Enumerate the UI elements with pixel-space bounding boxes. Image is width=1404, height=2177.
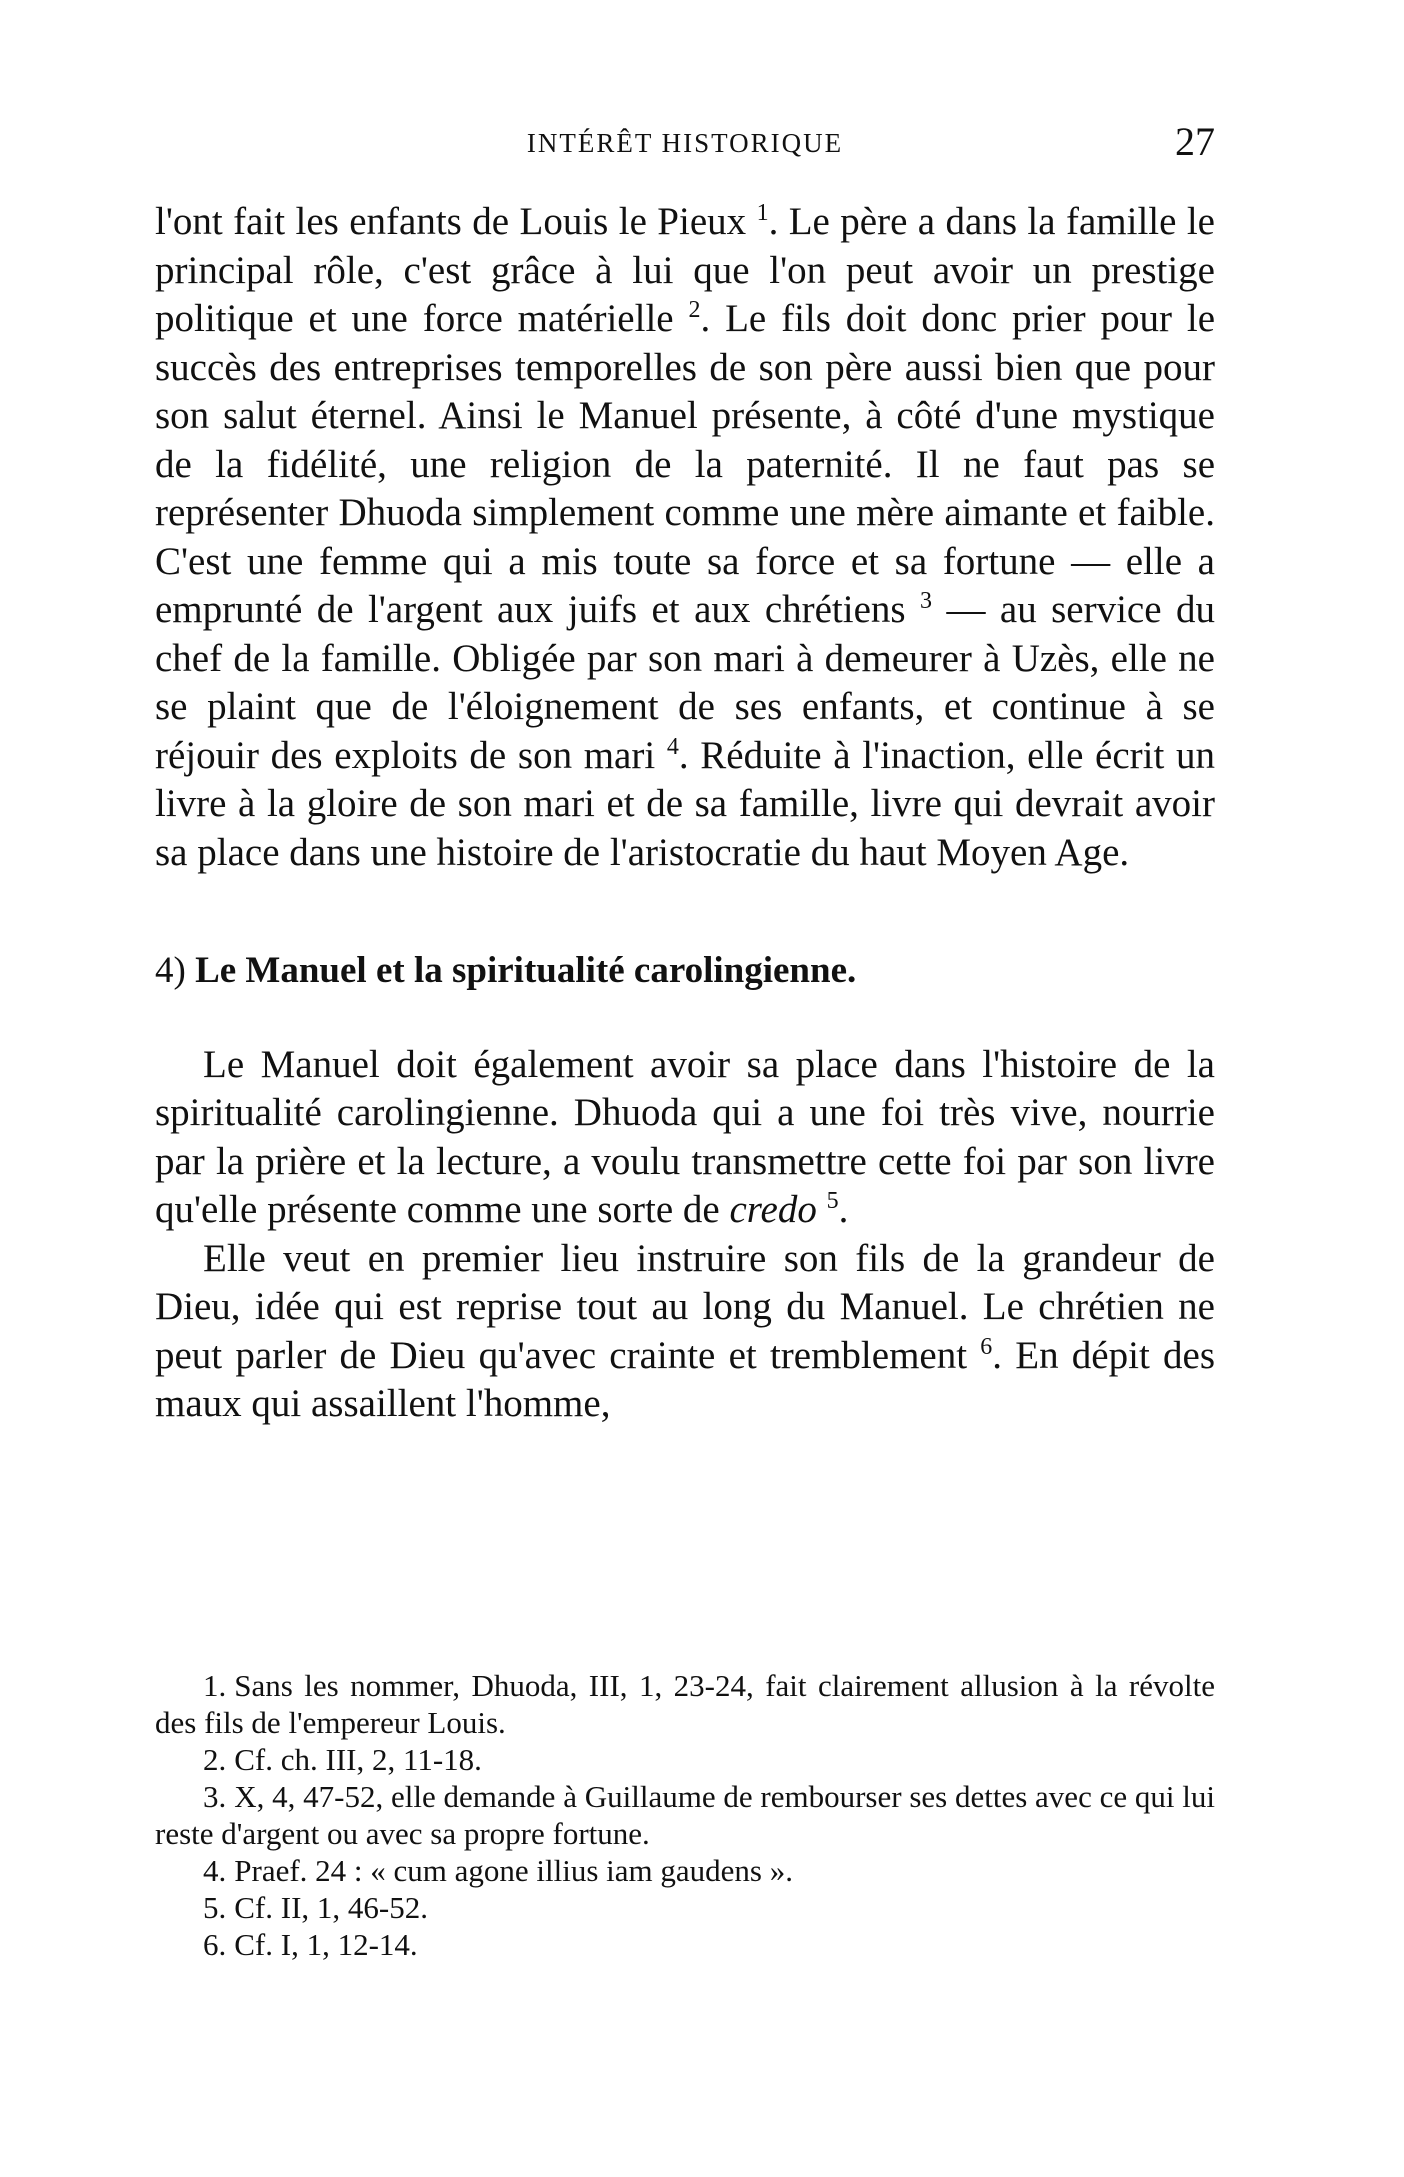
credo-italic: credo — [729, 1188, 817, 1231]
footnote-ref-4: 4 — [666, 733, 679, 760]
footnote-number: 4. — [203, 1853, 227, 1888]
paragraph-3 — [155, 1235, 1215, 1429]
footnote-number: 2. — [203, 1742, 227, 1777]
footnote-number: 6. — [203, 1927, 227, 1962]
footnote-ref-3: 3 — [920, 588, 933, 614]
footnote-text: Cf. ch. III, 2, 11-18. — [234, 1742, 482, 1777]
paragraph-1-text-5: . Réduite à l'inaction, elle écrit un livre à la gloire de son mari et de sa famille, livre qui devrait avoir sa place dans une histoire de l'aristocratie du haut Moyen Age. — [155, 733, 1215, 874]
footnote-ref-5: 5 — [826, 1188, 839, 1214]
footnote-5 — [155, 1889, 1215, 1926]
body-text — [155, 198, 1215, 1429]
page-number: 27 — [1175, 119, 1215, 164]
running-title: INTÉRÊT HISTORIQUE — [526, 128, 844, 158]
footnote-text: Cf. I, 1, 12-14. — [234, 1927, 418, 1962]
footnote-6 — [155, 1926, 1215, 1963]
paragraph-1-text-3: . Le fils doit donc prier pour le succès des entreprises temporelles de son père aussi bien que pour son salut éternel. Ainsi le Manuel présente, à côté d'une mystique de la fidélité, une religion de la paternité. Il ne faut pas se représenter Dhuoda simplement comme une mère aimante et faible. C'est une femme qui a mis toute sa force et sa fortune — elle a emprunté de l'argent aux juifs et aux chrétiens — [155, 297, 1216, 631]
footnote-number: 5. — [203, 1890, 227, 1925]
footnote-2 — [155, 1741, 1215, 1778]
section-title: Le Manuel et la spiritualité carolingienne. — [195, 950, 857, 991]
paragraph-2-text-2: . — [838, 1188, 849, 1231]
footnote-3 — [155, 1778, 1215, 1852]
footnote-number: 1. — [203, 1668, 227, 1703]
paragraph-2 — [155, 1041, 1215, 1235]
footnote-text: X, 4, 47-52, elle demande à Guillaume de rembourser ses dettes avec ce qui lui reste d'argent ou avec sa propre fortune. — [155, 1779, 1215, 1851]
footnote-4 — [155, 1852, 1215, 1889]
footnote-number: 3. — [203, 1779, 227, 1814]
footnote-ref-6: 6 — [980, 1333, 993, 1360]
footnote-1 — [155, 1667, 1215, 1741]
running-head — [155, 118, 1215, 168]
paragraph-3-text-1: Elle veut en premier lieu instruire son fils de la grandeur de Dieu, idée qui est reprise tout au long du Manuel. Le chrétien ne peut parler de Dieu qu'avec crainte et tremblement — [155, 1236, 1215, 1377]
paragraph-2-text-1: Le Manuel doit également avoir sa place dans l'histoire de la spiritualité carolingienne. Dhuoda qui a une foi très vive, nourrie par la prière et la lecture, a voulu transmettre cette foi par son livre qu'elle présente comme une sorte de — [155, 1042, 1215, 1231]
footnotes — [155, 1667, 1215, 1963]
section-number: 4) — [155, 950, 186, 991]
paragraph-1-text-4: — au service du chef de la famille. Obligée par son mari à demeurer à Uzès, elle ne se plaint que de l'éloignement de ses enfants, et continue à se réjouir des exploits de son mari — [155, 588, 1215, 777]
footnote-ref-2: 2 — [688, 297, 701, 323]
footnote-text: Cf. II, 1, 46-52. — [234, 1890, 428, 1925]
paragraph-1 — [155, 198, 1215, 877]
paragraph-1-text-1: l'ont fait les enfants de Louis le Pieux — [155, 200, 757, 243]
footnote-ref-1: 1 — [756, 200, 769, 226]
footnote-text: Praef. 24 : « cum agone illius iam gaudens ». — [234, 1853, 793, 1888]
footnote-text: Sans les nommer, Dhuoda, III, 1, 23-24, fait clairement allusion à la révolte des fils de l'empereur Louis. — [155, 1668, 1215, 1740]
section-heading — [155, 947, 1215, 996]
paragraph-3-text-2: . En dépit des maux qui assaillent l'homme, — [155, 1333, 1215, 1425]
paragraph-1-text-2: . Le père a dans la famille le principal rôle, c'est grâce à lui que l'on peut avoir un prestige politique et une force matérielle — [155, 200, 1215, 340]
